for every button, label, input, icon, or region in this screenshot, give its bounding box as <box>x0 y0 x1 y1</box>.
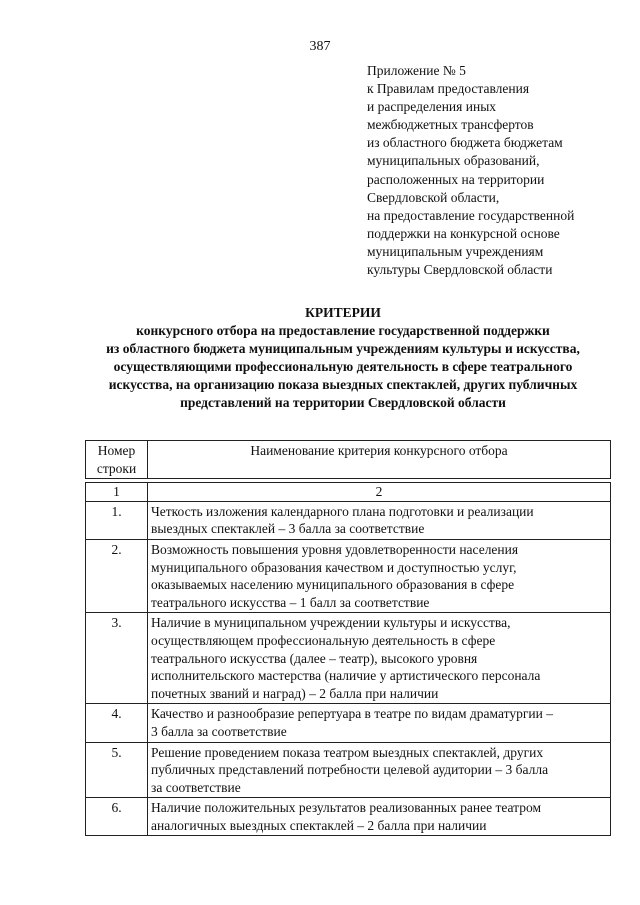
table-row <box>86 539 611 612</box>
criterion-text <box>148 742 611 798</box>
criterion-line: театрального искусства – 1 балл за соответствие <box>151 594 430 610</box>
criterion-text <box>148 704 611 742</box>
header-row-number <box>86 441 148 479</box>
criterion-line: Решение проведением показа театром выездных спектаклей, других <box>151 744 544 760</box>
title-line: представлений на территории Свердловской области <box>180 395 506 410</box>
criterion-line: Наличие положительных результатов реализованных ранее театром <box>151 800 542 816</box>
column-index-1: 1 <box>86 483 148 502</box>
criterion-text <box>148 798 611 836</box>
criterion-line: 3 балла за соответствие <box>151 723 287 739</box>
criterion-line: публичных представлений потребности целевой аудитории – 3 балла <box>151 762 549 778</box>
criterion-line: муниципального образования качеством и доступностью услуг, <box>151 559 517 575</box>
appendix-line: поддержки на конкурсной основе <box>367 225 560 241</box>
title-heading: КРИТЕРИИ <box>305 305 381 320</box>
appendix-line: муниципальным учреждениям <box>367 243 544 259</box>
criterion-line: выездных спектаклей – 3 балла за соответствие <box>151 521 425 537</box>
appendix-line: расположенных на территории <box>367 171 545 187</box>
row-number: 4. <box>86 704 148 742</box>
title-line: конкурсного отбора на предоставление государственной поддержки <box>136 323 550 338</box>
criterion-line: почетных званий и наград) – 2 балла при наличии <box>151 685 439 701</box>
criterion-line: Качество и разнообразие репертуара в театре по видам драматургии – <box>151 706 553 722</box>
header-line: строки <box>96 460 137 476</box>
header-line: Номер <box>97 443 136 458</box>
appendix-line: Приложение № 5 <box>367 63 466 78</box>
row-number: 2. <box>86 539 148 612</box>
criterion-line: театрального искусства (далее – театр), высокого уровня <box>151 650 478 666</box>
criterion-line: оказываемых населению муниципального образования в сфере <box>151 577 515 593</box>
criterion-line: аналогичных выездных спектаклей – 2 балла при наличии <box>151 817 487 833</box>
appendix-line: муниципальных образований, <box>367 153 540 169</box>
table-row <box>86 501 611 539</box>
document-title <box>60 304 626 412</box>
title-line: из областного бюджета муниципальным учреждениям культуры и искусства, <box>106 341 580 356</box>
row-number: 3. <box>86 613 148 704</box>
title-line: искусства, на организацию показа выездных спектаклей, других публичных <box>108 377 578 392</box>
table-row <box>86 613 611 704</box>
criterion-line: Четкость изложения календарного плана подготовки и реализации <box>151 503 534 519</box>
table-row <box>86 742 611 798</box>
appendix-line: к Правилам предоставления <box>367 81 530 97</box>
page-number: 387 <box>309 39 331 54</box>
criterion-text <box>148 613 611 704</box>
criterion-line: Наличие в муниципальном учреждении культуры и искусства, <box>151 615 511 631</box>
column-index-2: 2 <box>148 483 611 502</box>
appendix-line: и распределения иных <box>367 99 497 115</box>
header-criterion-name: Наименование критерия конкурсного отбора <box>148 441 611 479</box>
table-row <box>86 798 611 836</box>
criteria-table <box>85 440 611 836</box>
column-index-row <box>86 483 611 502</box>
criterion-line: за соответствие <box>151 779 241 795</box>
appendix-line: межбюджетных трансфертов <box>367 117 534 133</box>
row-number: 1. <box>86 501 148 539</box>
appendix-line: из областного бюджета бюджетам <box>367 135 563 151</box>
row-number: 5. <box>86 742 148 798</box>
criterion-line: осуществляющем профессиональную деятельность в сфере <box>151 632 496 648</box>
criterion-text <box>148 501 611 539</box>
table-row <box>86 704 611 742</box>
appendix-line: культуры Свердловской области <box>367 262 553 278</box>
appendix-line: на предоставление государственной <box>367 207 575 223</box>
row-number: 6. <box>86 798 148 836</box>
table-header-row <box>86 441 611 479</box>
criterion-line: Возможность повышения уровня удовлетворенности населения <box>151 541 519 557</box>
criterion-line: исполнительского мастерства (наличие у артистического персонала <box>151 668 541 684</box>
appendix-note <box>367 62 637 279</box>
title-line: осуществляющими профессиональную деятельность в сфере театрального <box>113 359 573 374</box>
criterion-text <box>148 539 611 612</box>
appendix-line: Свердловской области, <box>367 189 500 205</box>
